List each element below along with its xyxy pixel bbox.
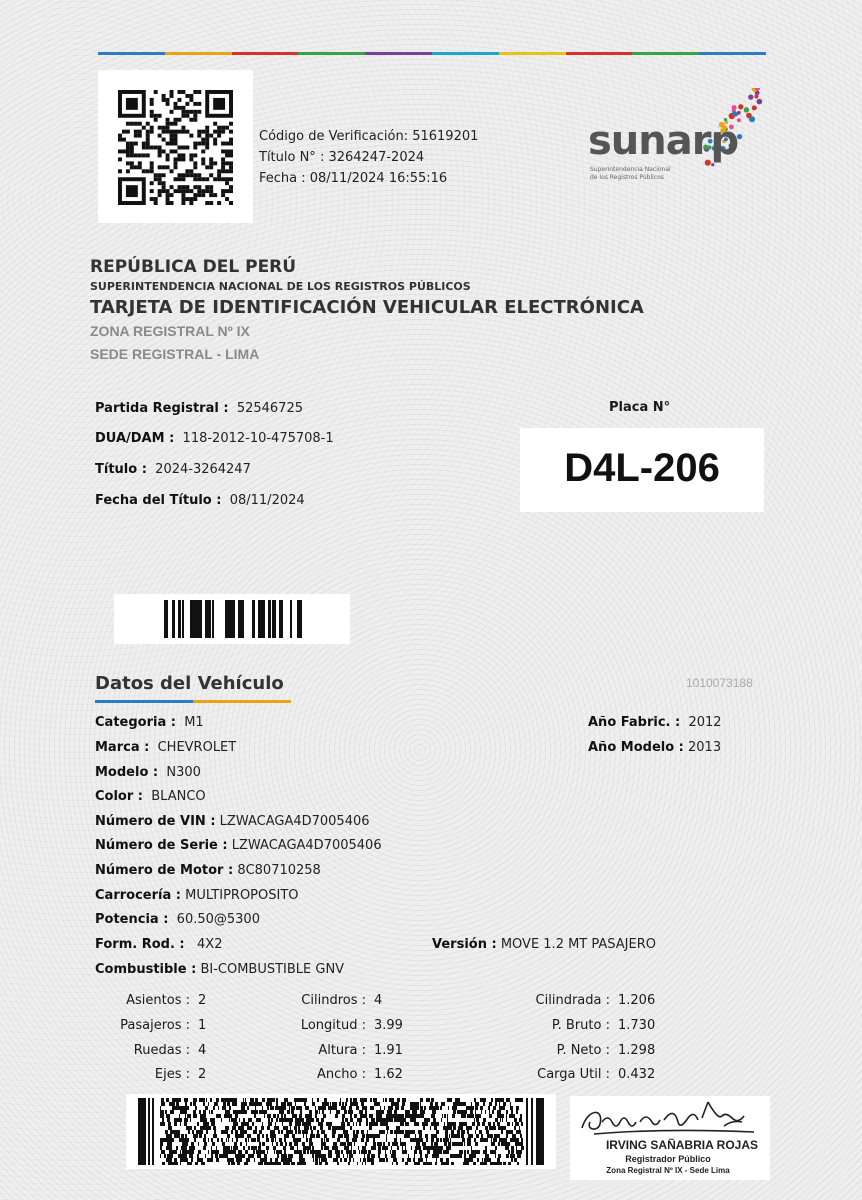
pasajeros-value: 1 <box>198 1018 207 1033</box>
signatory-role: Registrador Público <box>625 1154 711 1164</box>
carga-label: Carga Util : <box>537 1067 610 1082</box>
vehicle-section-title: Datos del Vehículo <box>95 673 284 694</box>
issue-date: Fecha : 08/11/2024 16:55:16 <box>259 171 448 186</box>
carga-value: 0.432 <box>618 1067 656 1082</box>
anio-fabric-row: Año Fabric. : 2012 <box>588 715 722 730</box>
pdf417-barcode-icon <box>138 1098 544 1165</box>
seat-heading: SEDE REGISTRAL - LIMA <box>90 346 260 362</box>
title-number: Título N° : 3264247-2024 <box>259 150 425 165</box>
partida-row: Partida Registral : 52546725 <box>95 401 303 416</box>
cilindros-value: 4 <box>374 993 383 1008</box>
cilindros-label: Cilindros : <box>301 993 366 1008</box>
section-underline <box>95 700 291 703</box>
handwritten-signature-icon <box>574 1098 766 1142</box>
pneto-label: P. Neto : <box>556 1043 610 1058</box>
ejes-label: Ejes : <box>154 1067 190 1082</box>
pbruto-value: 1.730 <box>618 1018 656 1033</box>
pneto-value: 1.298 <box>618 1043 656 1058</box>
signatory-zone: Zona Registral Nº IX - Sede Lima <box>606 1166 730 1175</box>
pasajeros-label: Pasajeros : <box>120 1018 190 1033</box>
serie-row: Número de Serie : LZWACAGA4D7005406 <box>95 838 382 853</box>
serial-number: 1010073188 <box>686 676 753 690</box>
superintendence-heading: SUPERINTENDENCIA NACIONAL DE LOS REGISTROS PÚBLICOS <box>90 280 471 293</box>
vin-row: Número de VIN : LZWACAGA4D7005406 <box>95 814 370 829</box>
anio-modelo-row: Año Modelo : 2013 <box>588 740 722 755</box>
signatory-name: IRVING SAÑABRIA ROJAS <box>605 1138 758 1152</box>
barcode <box>114 594 350 644</box>
card-title: TARJETA DE IDENTIFICACIÓN VEHICULAR ELECTRÓNICA <box>90 297 644 318</box>
potencia-row: Potencia : 60.50@5300 <box>95 912 260 927</box>
verification-block <box>259 126 478 189</box>
formrod-row: Form. Rod. : 4X2 <box>95 937 223 952</box>
titulo-row: Título : 2024-3264247 <box>95 462 251 477</box>
verification-code: Código de Verificación: 51619201 <box>259 129 479 144</box>
cilindrada-value: 1.206 <box>618 993 656 1008</box>
barcode-icon <box>162 600 302 638</box>
motor-row: Número de Motor : 8C80710258 <box>95 863 321 878</box>
altura-value: 1.91 <box>374 1043 403 1058</box>
qr-code <box>98 70 253 223</box>
color-row: Color : BLANCO <box>95 789 206 804</box>
longitud-value: 3.99 <box>374 1018 403 1033</box>
ancho-label: Ancho : <box>317 1067 366 1082</box>
cilindrada-label: Cilindrada : <box>535 993 610 1008</box>
pdf417-barcode <box>126 1094 556 1169</box>
altura-label: Altura : <box>318 1043 366 1058</box>
marca-row: Marca : CHEVROLET <box>95 740 237 755</box>
logo-wordmark: sunarp <box>588 118 739 164</box>
carroceria-row: Carrocería : MULTIPROPOSITO <box>95 888 299 903</box>
fecha-titulo-row: Fecha del Título : 08/11/2024 <box>95 493 305 508</box>
zone-heading: ZONA REGISTRAL Nº IX <box>90 323 250 339</box>
pbruto-label: P. Bruto : <box>551 1018 610 1033</box>
qr-code-icon <box>118 90 233 205</box>
asientos-value: 2 <box>198 993 207 1008</box>
longitud-label: Longitud : <box>300 1018 366 1033</box>
signature-block <box>570 1096 770 1180</box>
republic-heading: REPÚBLICA DEL PERÚ <box>90 257 297 277</box>
ruedas-value: 4 <box>198 1043 207 1058</box>
categoria-row: Categoria : M1 <box>95 715 204 730</box>
ejes-value: 2 <box>198 1067 207 1082</box>
combustible-row: Combustible : BI-COMBUSTIBLE GNV <box>95 962 345 977</box>
sunarp-logo <box>586 88 786 198</box>
dua-row: DUA/DAM : 118-2012-10-475708-1 <box>95 431 334 446</box>
ancho-value: 1.62 <box>374 1067 403 1082</box>
plate-box <box>520 428 764 512</box>
top-color-stripe <box>98 52 766 55</box>
version-row: Versión : MOVE 1.2 MT PASAJERO <box>432 937 656 952</box>
modelo-row: Modelo : N300 <box>95 765 201 780</box>
ruedas-label: Ruedas : <box>133 1043 190 1058</box>
asientos-label: Asientos : <box>126 993 190 1008</box>
plate-number: D4L-206 <box>564 446 720 490</box>
plate-label: Placa N° <box>609 400 671 415</box>
logo-subtitle: Superintendencia Nacional de los Registros Públicos <box>590 166 671 181</box>
